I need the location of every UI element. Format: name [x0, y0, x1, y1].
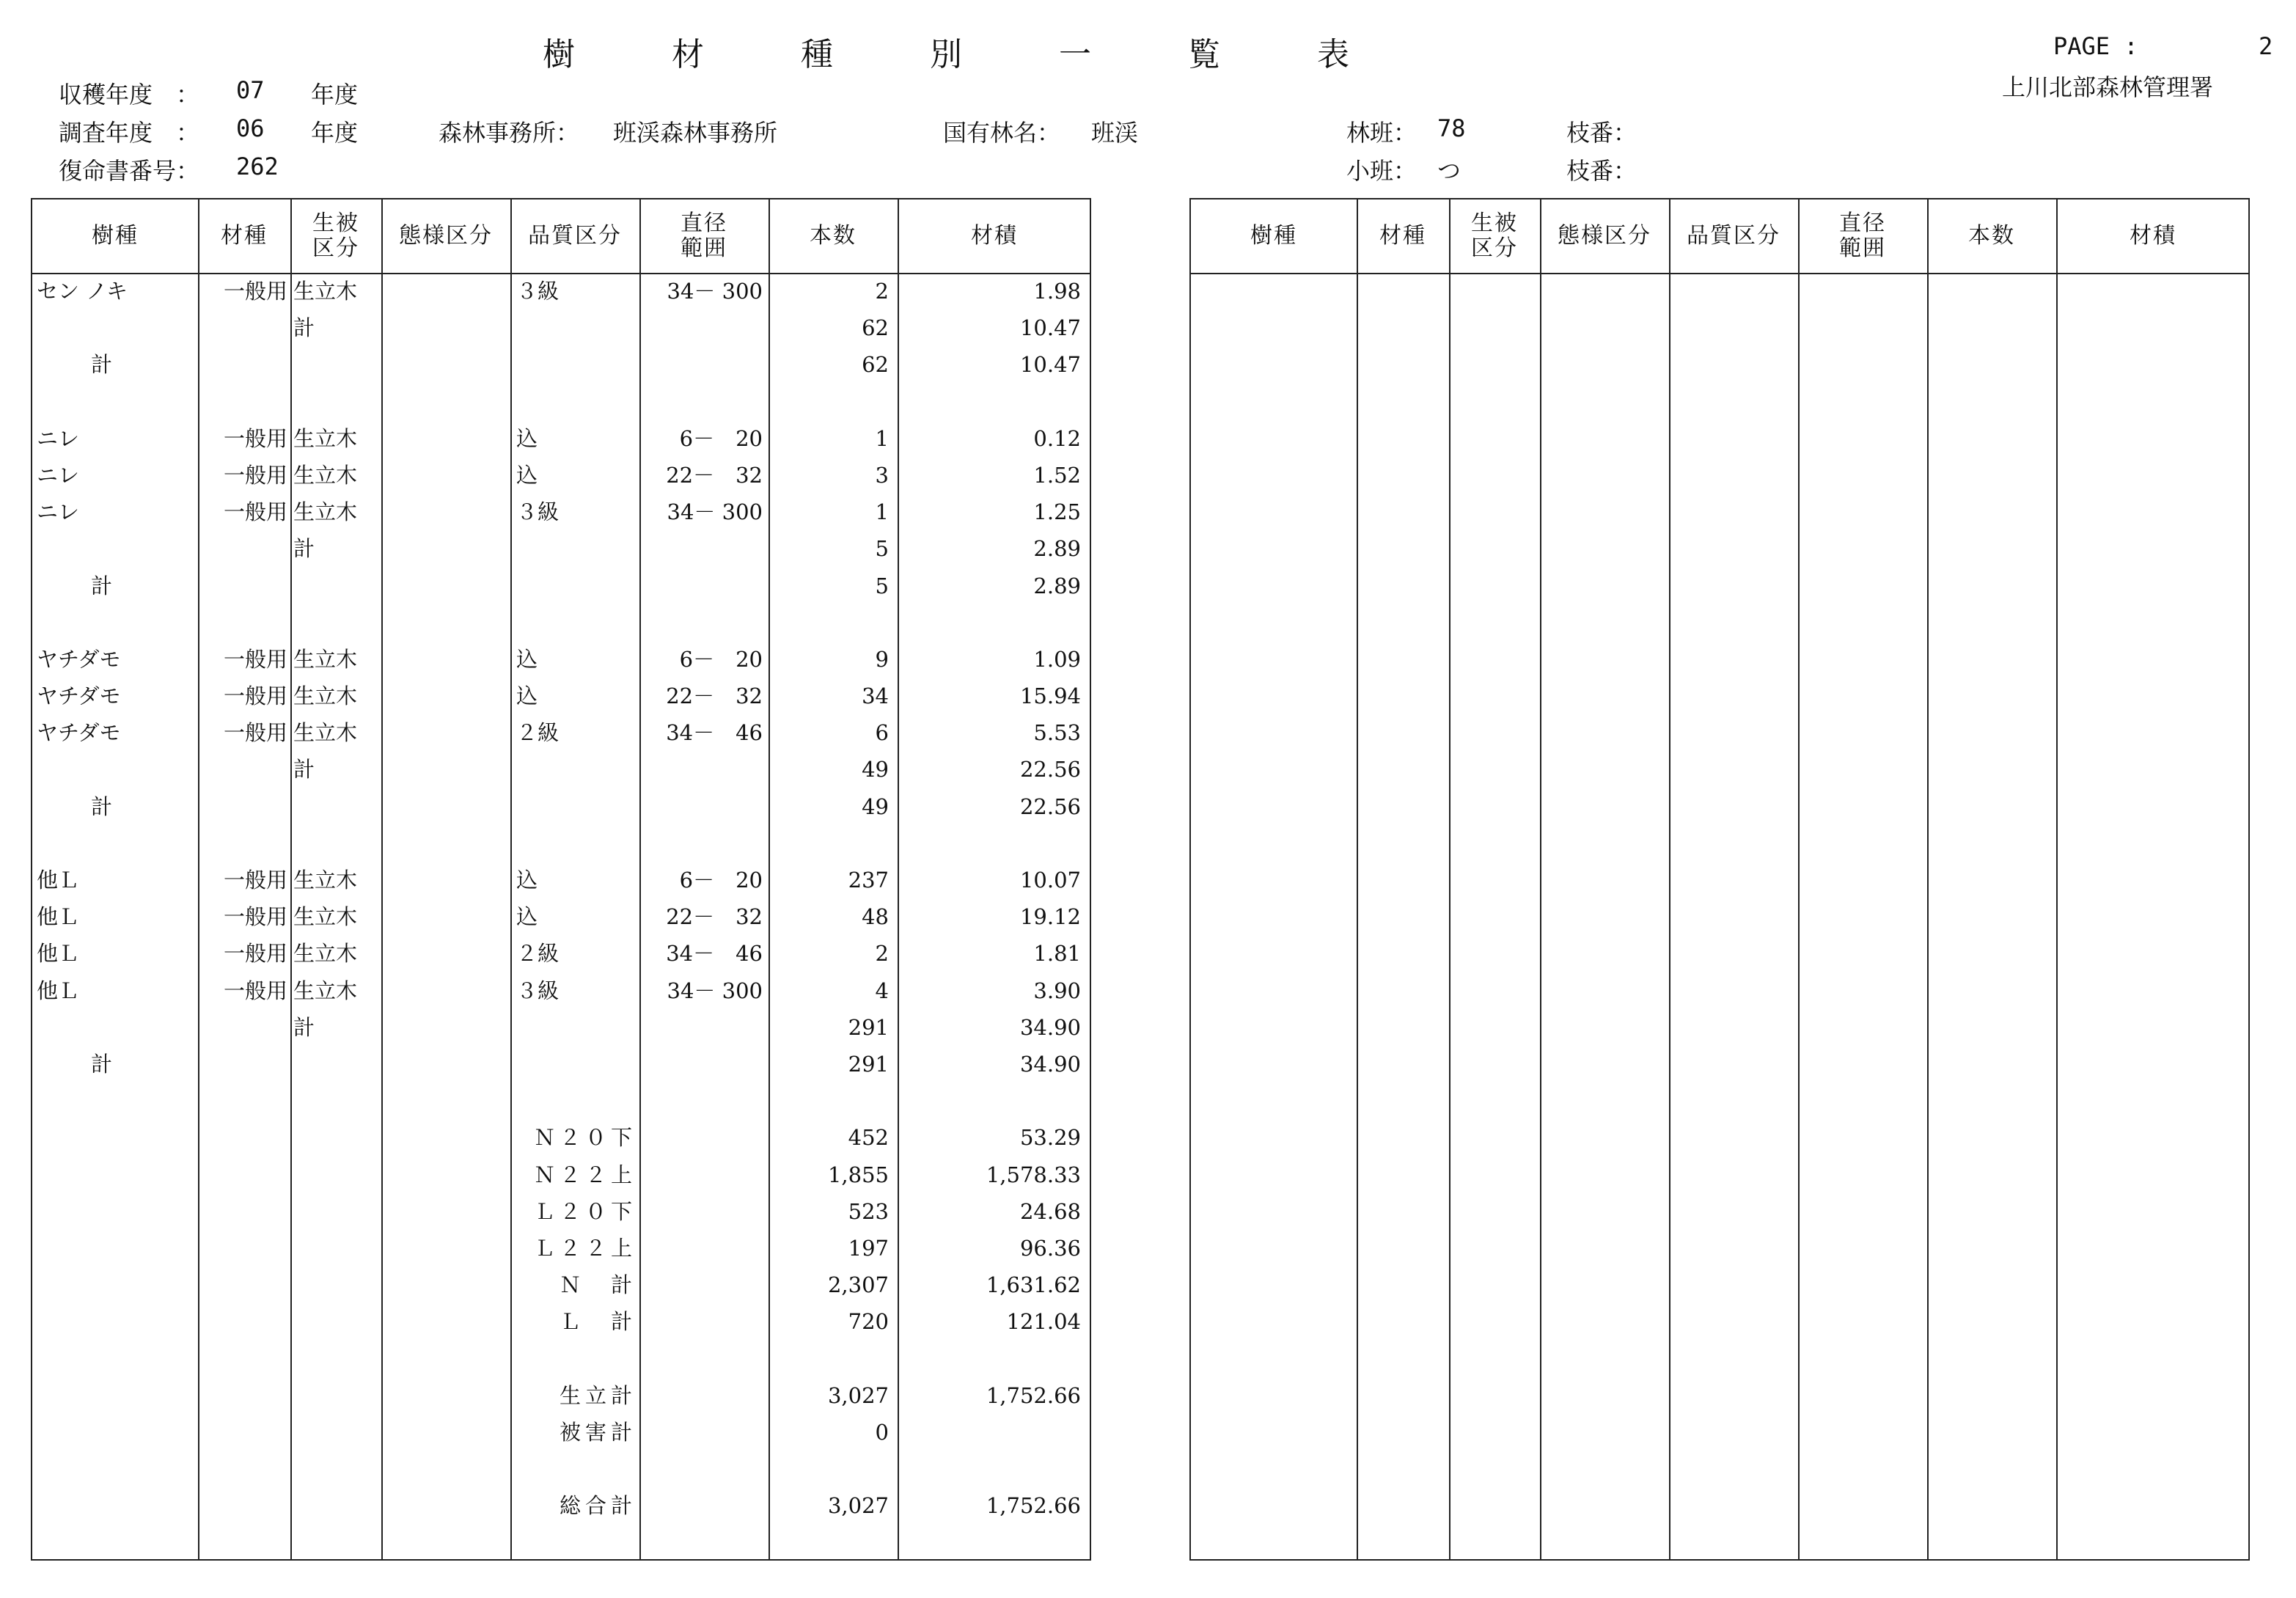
- volume-cell: 24.68: [1019, 1198, 1081, 1224]
- col-header-quality-class: 品質区分: [528, 223, 622, 249]
- col-header-diameter-range: 直径 範囲: [1839, 210, 1886, 261]
- column-divider: [1669, 199, 1670, 1559]
- quality-class-cell: ２級: [516, 941, 560, 967]
- material-cell: 一般用: [223, 499, 287, 525]
- quality-class-cell: 込: [516, 868, 538, 893]
- quality-class-cell: 込: [516, 683, 538, 709]
- column-divider: [2056, 199, 2058, 1559]
- species-cell: ヤチダモ: [37, 683, 121, 709]
- col-header-material: 材種: [1379, 223, 1426, 249]
- forest-office-value: 班渓森林事務所: [613, 119, 778, 147]
- volume-cell: 2.89: [1033, 573, 1081, 598]
- diameter-range-cell: 22－ 32: [666, 462, 763, 488]
- diameter-range-cell: 34－ 46: [666, 720, 763, 746]
- quality-class-cell: 込: [516, 462, 538, 488]
- damage-class-cell: 生立木: [293, 904, 358, 930]
- diameter-range-cell: 34－ 300: [667, 279, 763, 304]
- count-cell: 1,855: [827, 1162, 889, 1187]
- count-cell: 48: [862, 904, 889, 930]
- report-number-value: 262: [236, 153, 279, 180]
- diameter-range-cell: 22－ 32: [666, 683, 763, 709]
- species-total-label: 計: [91, 1051, 113, 1077]
- harvest-year-suffix: 年度: [311, 81, 359, 109]
- table-row: [32, 678, 1090, 714]
- damage-class-cell: 計: [293, 757, 315, 782]
- count-cell: 291: [848, 1014, 889, 1040]
- summary-label: 被害計: [559, 1419, 637, 1445]
- col-header-damage-class: 生被 区分: [1471, 210, 1518, 261]
- damage-class-cell: 生立木: [293, 941, 358, 967]
- rinpan-value: 78: [1437, 114, 1466, 142]
- volume-cell: 5.53: [1033, 720, 1081, 746]
- damage-class-cell: 計: [293, 315, 315, 341]
- volume-cell: 34.90: [1019, 1051, 1081, 1077]
- table-row: [32, 1157, 1090, 1193]
- table-row: [32, 1377, 1090, 1414]
- count-cell: 2: [875, 279, 889, 304]
- species-cell: 他Ｌ: [37, 941, 80, 967]
- table-row: [32, 1414, 1090, 1451]
- species-cell: ニレ: [37, 425, 80, 451]
- count-cell: 197: [848, 1235, 889, 1261]
- summary-label: 生立計: [559, 1382, 637, 1408]
- page-number: 2: [2259, 32, 2273, 60]
- volume-cell: 1.98: [1033, 279, 1081, 304]
- report-number-label: 復命書番号：: [59, 157, 200, 185]
- volume-cell: 34.90: [1019, 1014, 1081, 1040]
- count-cell: 2,307: [827, 1272, 889, 1298]
- right-data-table: [1189, 198, 2250, 1561]
- count-cell: 2: [875, 941, 889, 967]
- volume-cell: 0.12: [1033, 425, 1081, 451]
- damage-class-cell: 生立木: [293, 868, 358, 893]
- count-cell: 291: [848, 1051, 889, 1077]
- volume-cell: 10.07: [1019, 868, 1081, 893]
- shohan-label: 小班：: [1346, 157, 1417, 185]
- harvest-year-label: 収穫年度 ：: [59, 81, 200, 109]
- material-cell: 一般用: [223, 683, 287, 709]
- col-header-material: 材種: [221, 223, 268, 249]
- count-cell: 523: [848, 1198, 889, 1224]
- harvest-year-value: 07: [236, 76, 265, 104]
- table-row: [32, 1340, 1090, 1377]
- volume-cell: 121.04: [1006, 1309, 1081, 1335]
- volume-cell: 1.81: [1033, 941, 1081, 967]
- office-name: 上川北部森林管理署: [2002, 73, 2214, 101]
- count-cell: 4: [875, 978, 889, 1003]
- forest-office-label: 森林事務所：: [439, 119, 580, 147]
- survey-year-value: 06: [236, 114, 265, 142]
- species-cell: 他Ｌ: [37, 868, 80, 893]
- count-cell: 452: [848, 1125, 889, 1151]
- table-row: [32, 420, 1090, 457]
- left-data-table: [31, 198, 1091, 1561]
- summary-label: Ｌ２２上: [533, 1235, 637, 1261]
- table-row: [32, 346, 1090, 383]
- species-cell: 他Ｌ: [37, 904, 80, 930]
- quality-class-cell: ３級: [516, 978, 560, 1003]
- table-row: [32, 568, 1090, 604]
- damage-class-cell: 生立木: [293, 978, 358, 1003]
- national-forest-label: 国有林名：: [943, 119, 1061, 147]
- count-cell: 49: [862, 757, 889, 782]
- col-header-volume: 材積: [2130, 223, 2176, 249]
- table-row: [32, 935, 1090, 972]
- column-divider: [1449, 199, 1450, 1559]
- damage-class-cell: 生立木: [293, 683, 358, 709]
- count-cell: 1: [875, 499, 889, 525]
- volume-cell: 1,578.33: [986, 1162, 1081, 1187]
- table-row: [32, 494, 1090, 530]
- diameter-range-cell: 34－ 300: [667, 978, 763, 1003]
- material-cell: 一般用: [223, 425, 287, 451]
- table-row: [32, 641, 1090, 678]
- table-row: [32, 1009, 1090, 1046]
- quality-class-cell: 込: [516, 425, 538, 451]
- material-cell: 一般用: [223, 868, 287, 893]
- volume-cell: 1.25: [1033, 499, 1081, 525]
- volume-cell: 1,752.66: [986, 1493, 1081, 1519]
- col-header-count: 本数: [1968, 223, 2015, 249]
- volume-cell: 1.52: [1033, 462, 1081, 488]
- col-header-quality-class: 品質区分: [1687, 223, 1780, 249]
- count-cell: 3,027: [827, 1493, 889, 1519]
- damage-class-cell: 計: [293, 536, 315, 562]
- col-header-damage-class: 生被 区分: [312, 210, 359, 261]
- col-header-species: 樹種: [92, 223, 139, 249]
- count-cell: 237: [848, 868, 889, 893]
- species-total-label: 計: [91, 352, 113, 378]
- col-header-state-class: 態様区分: [399, 223, 493, 249]
- volume-cell: 22.56: [1019, 757, 1081, 782]
- count-cell: 3: [875, 462, 889, 488]
- species-cell: ヤチダモ: [37, 646, 121, 672]
- species-cell: 他Ｌ: [37, 978, 80, 1003]
- damage-class-cell: 計: [293, 1014, 315, 1040]
- edaban-label-1: 枝番：: [1566, 119, 1637, 147]
- diameter-range-cell: 6－ 20: [679, 646, 763, 672]
- diameter-range-cell: 34－ 46: [666, 941, 763, 967]
- col-header-species: 樹種: [1250, 223, 1297, 249]
- table-row: [32, 1082, 1090, 1119]
- table-row: [32, 825, 1090, 862]
- column-divider: [1798, 199, 1800, 1559]
- damage-class-cell: 生立木: [293, 646, 358, 672]
- diameter-range-cell: 34－ 300: [667, 499, 763, 525]
- summary-label: Ｌ 計: [559, 1309, 637, 1335]
- national-forest-value: 班渓: [1091, 119, 1139, 147]
- table-row: [32, 1046, 1090, 1082]
- table-row: [32, 530, 1090, 567]
- quality-class-cell: ２級: [516, 720, 560, 746]
- species-cell: ニレ: [37, 499, 80, 525]
- table-row: [32, 862, 1090, 898]
- survey-year-label: 調査年度 ：: [59, 119, 200, 147]
- damage-class-cell: 生立木: [293, 279, 358, 304]
- species-cell: ニレ: [37, 462, 80, 488]
- volume-cell: 96.36: [1019, 1235, 1081, 1261]
- count-cell: 6: [875, 720, 889, 746]
- material-cell: 一般用: [223, 720, 287, 746]
- table-row: [32, 751, 1090, 788]
- volume-cell: 2.89: [1033, 536, 1081, 562]
- col-header-volume: 材積: [971, 223, 1018, 249]
- species-total-label: 計: [91, 573, 113, 598]
- count-cell: 49: [862, 793, 889, 819]
- volume-cell: 15.94: [1019, 683, 1081, 709]
- count-cell: 62: [862, 315, 889, 341]
- table-row: [32, 1193, 1090, 1230]
- column-divider: [1357, 199, 1358, 1559]
- material-cell: 一般用: [223, 941, 287, 967]
- diameter-range-cell: 6－ 20: [679, 425, 763, 451]
- count-cell: 3,027: [827, 1382, 889, 1408]
- volume-cell: 22.56: [1019, 793, 1081, 819]
- summary-label: Ｎ 計: [559, 1272, 637, 1298]
- page-label: PAGE :: [2053, 32, 2138, 60]
- material-cell: 一般用: [223, 462, 287, 488]
- table-row: [32, 1119, 1090, 1156]
- quality-class-cell: ３級: [516, 499, 560, 525]
- count-cell: 34: [862, 683, 889, 709]
- quality-class-cell: 込: [516, 646, 538, 672]
- column-divider: [1540, 199, 1541, 1559]
- volume-cell: 1,752.66: [986, 1382, 1081, 1408]
- shohan-value: つ: [1437, 157, 1461, 185]
- diameter-range-cell: 6－ 20: [679, 868, 763, 893]
- material-cell: 一般用: [223, 646, 287, 672]
- rinpan-label: 林班：: [1346, 119, 1417, 147]
- table-row: [32, 457, 1090, 494]
- table-row: [32, 1230, 1090, 1267]
- table-row: [32, 1451, 1090, 1487]
- volume-cell: 53.29: [1019, 1125, 1081, 1151]
- damage-class-cell: 生立木: [293, 425, 358, 451]
- diameter-range-cell: 22－ 32: [666, 904, 763, 930]
- table-row: [32, 1487, 1090, 1524]
- summary-label: 総合計: [559, 1493, 637, 1519]
- count-cell: 9: [875, 646, 889, 672]
- damage-class-cell: 生立木: [293, 499, 358, 525]
- count-cell: 5: [875, 536, 889, 562]
- page-title: 樹 材 種 別 一 覧 表: [543, 36, 1349, 73]
- count-cell: 62: [862, 352, 889, 378]
- volume-cell: 1.09: [1033, 646, 1081, 672]
- summary-label: Ｌ２０下: [533, 1198, 637, 1224]
- col-header-count: 本数: [810, 223, 857, 249]
- species-total-label: 計: [91, 793, 113, 819]
- volume-cell: 10.47: [1019, 352, 1081, 378]
- edaban-label-2: 枝番：: [1566, 157, 1637, 185]
- species-cell: セン ノキ: [37, 279, 128, 304]
- count-cell: 1: [875, 425, 889, 451]
- volume-cell: 3.90: [1033, 978, 1081, 1003]
- volume-cell: 19.12: [1019, 904, 1081, 930]
- table-body: [32, 273, 1090, 1524]
- summary-label: Ｎ２２上: [533, 1162, 637, 1187]
- count-cell: 720: [848, 1309, 889, 1335]
- table-row: [32, 273, 1090, 309]
- table-row: [32, 309, 1090, 346]
- table-row: [32, 384, 1090, 420]
- species-cell: ヤチダモ: [37, 720, 121, 746]
- table-row: [32, 788, 1090, 825]
- count-cell: 5: [875, 573, 889, 598]
- col-header-diameter-range: 直径 範囲: [681, 210, 727, 261]
- table-row: [32, 714, 1090, 751]
- table-row: [32, 1267, 1090, 1303]
- table-row: [32, 1303, 1090, 1340]
- table-row: [32, 604, 1090, 641]
- table-row: [32, 972, 1090, 1009]
- volume-cell: 10.47: [1019, 315, 1081, 341]
- header-divider: [1191, 273, 2248, 274]
- column-divider: [1927, 199, 1929, 1559]
- material-cell: 一般用: [223, 904, 287, 930]
- damage-class-cell: 生立木: [293, 462, 358, 488]
- volume-cell: [901, 1414, 1081, 1451]
- table-row: [32, 898, 1090, 935]
- col-header-state-class: 態様区分: [1558, 223, 1651, 249]
- quality-class-cell: 込: [516, 904, 538, 930]
- count-cell: 0: [875, 1419, 889, 1445]
- quality-class-cell: ３級: [516, 279, 560, 304]
- damage-class-cell: 生立木: [293, 720, 358, 746]
- survey-year-suffix: 年度: [311, 119, 359, 147]
- summary-label: Ｎ２０下: [533, 1125, 637, 1151]
- volume-cell: 1,631.62: [986, 1272, 1081, 1298]
- material-cell: 一般用: [223, 279, 287, 304]
- material-cell: 一般用: [223, 978, 287, 1003]
